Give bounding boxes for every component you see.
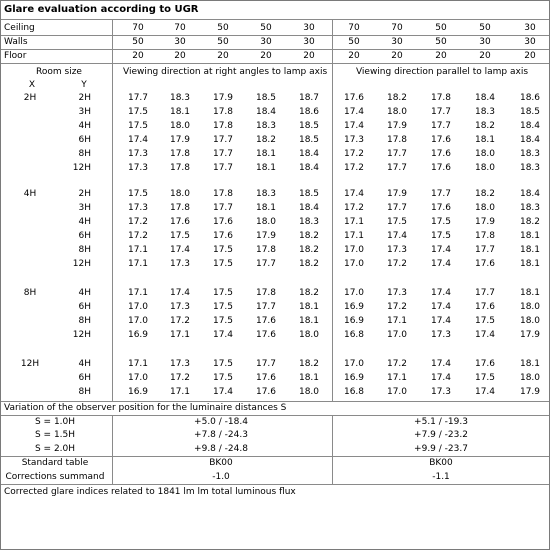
room-y-value: 8H bbox=[78, 149, 91, 159]
room-y-value: 2H bbox=[78, 93, 91, 103]
ugr-value: 18.4 bbox=[474, 93, 496, 103]
header-value: 20 bbox=[260, 51, 272, 61]
ugr-value: 18.3 bbox=[255, 121, 277, 131]
ugr-value: 17.7 bbox=[430, 107, 452, 117]
header-value: 20 bbox=[348, 51, 360, 61]
ugr-value: 18.1 bbox=[519, 231, 541, 241]
ugr-value: 17.4 bbox=[474, 387, 496, 397]
ugr-value: 17.9 bbox=[212, 93, 234, 103]
ugr-value: 18.3 bbox=[474, 107, 496, 117]
variation-value: +7.8 / -24.3 bbox=[194, 430, 248, 440]
header-value: 30 bbox=[303, 37, 315, 47]
room-size-label: Room size bbox=[36, 67, 82, 77]
room-y-value: 6H bbox=[78, 302, 91, 312]
ugr-value: 17.3 bbox=[127, 163, 149, 173]
room-y-value: 12H bbox=[72, 330, 91, 340]
ugr-value: 18.2 bbox=[474, 121, 496, 131]
ugr-value: 18.5 bbox=[255, 93, 277, 103]
ugr-value: 17.9 bbox=[255, 231, 277, 241]
header-value: 50 bbox=[217, 23, 229, 33]
ugr-value: 17.8 bbox=[169, 203, 191, 213]
ugr-value: 18.0 bbox=[474, 203, 496, 213]
ugr-value: 17.4 bbox=[212, 387, 234, 397]
header-value: 30 bbox=[391, 37, 403, 47]
header-value: 20 bbox=[303, 51, 315, 61]
ugr-value: 17.2 bbox=[343, 163, 365, 173]
ugr-value: 17.6 bbox=[343, 93, 365, 103]
ugr-value: 17.9 bbox=[519, 387, 541, 397]
room-x-value: 4H bbox=[23, 189, 37, 199]
ugr-value: 18.2 bbox=[298, 245, 320, 255]
ugr-value: 17.6 bbox=[474, 359, 496, 369]
room-x-value: 8H bbox=[23, 288, 37, 298]
ugr-value: 17.3 bbox=[169, 259, 191, 269]
ugr-value: 17.8 bbox=[255, 245, 277, 255]
ugr-value: 18.5 bbox=[519, 107, 541, 117]
ugr-value: 17.6 bbox=[474, 259, 496, 269]
ugr-value: 17.5 bbox=[430, 231, 452, 241]
variation-value: +5.1 / -19.3 bbox=[414, 417, 468, 427]
header-row-divider bbox=[1, 63, 549, 64]
footer-note: Corrected glare indices related to 1841 lm lm total luminous flux bbox=[4, 487, 296, 497]
standard-table-value: BK00 bbox=[429, 458, 453, 468]
ugr-value: 17.4 bbox=[430, 373, 452, 383]
ugr-value: 18.4 bbox=[298, 149, 320, 159]
ugr-value: 17.4 bbox=[169, 245, 191, 255]
ugr-value: 17.4 bbox=[430, 259, 452, 269]
header-row-label: Ceiling bbox=[4, 23, 35, 33]
ugr-value: 17.4 bbox=[474, 330, 496, 340]
room-y-value: 4H bbox=[78, 217, 91, 227]
ugr-value: 18.1 bbox=[255, 163, 277, 173]
ugr-value: 18.0 bbox=[169, 121, 191, 131]
ugr-value: 17.2 bbox=[386, 302, 408, 312]
ugr-value: 18.1 bbox=[519, 288, 541, 298]
distance-label: S = 2.0H bbox=[34, 444, 76, 454]
ugr-value: 17.5 bbox=[212, 245, 234, 255]
room-y-value: 12H bbox=[72, 259, 91, 269]
data-col-divider bbox=[332, 63, 333, 401]
ugr-value: 18.0 bbox=[386, 107, 408, 117]
ugr-value: 16.8 bbox=[343, 330, 365, 340]
ugr-value: 17.1 bbox=[127, 259, 149, 269]
ugr-value: 18.0 bbox=[474, 149, 496, 159]
room-y-value: 12H bbox=[72, 163, 91, 173]
ugr-value: 17.6 bbox=[212, 217, 234, 227]
ugr-value: 17.5 bbox=[212, 359, 234, 369]
ugr-value: 18.3 bbox=[519, 163, 541, 173]
ugr-value: 18.1 bbox=[298, 373, 320, 383]
ugr-value: 17.7 bbox=[212, 149, 234, 159]
ugr-value: 17.0 bbox=[343, 359, 365, 369]
ugr-value: 17.9 bbox=[519, 330, 541, 340]
ugr-value: 17.0 bbox=[127, 316, 149, 326]
ugr-value: 18.4 bbox=[298, 203, 320, 213]
ugr-value: 18.4 bbox=[255, 107, 277, 117]
variation-value: +9.8 / -24.8 bbox=[194, 444, 248, 454]
ugr-value: 17.2 bbox=[127, 231, 149, 241]
standard-table-value: BK00 bbox=[209, 458, 233, 468]
ugr-value: 18.0 bbox=[169, 189, 191, 199]
ugr-value: 18.1 bbox=[255, 149, 277, 159]
ugr-value: 17.1 bbox=[169, 387, 191, 397]
page-title: Glare evaluation according to UGR bbox=[4, 4, 199, 15]
ugr-value: 17.3 bbox=[127, 203, 149, 213]
ugr-value: 17.5 bbox=[474, 373, 496, 383]
ugr-value: 18.4 bbox=[519, 135, 541, 145]
header-value: 20 bbox=[524, 51, 536, 61]
ugr-value: 17.4 bbox=[430, 302, 452, 312]
ugr-value: 18.3 bbox=[255, 189, 277, 199]
header-value: 30 bbox=[524, 23, 536, 33]
ugr-value: 17.7 bbox=[212, 203, 234, 213]
ugr-value: 18.3 bbox=[298, 217, 320, 227]
ugr-value: 17.6 bbox=[169, 217, 191, 227]
room-y-value: 3H bbox=[78, 203, 91, 213]
ugr-value: 18.1 bbox=[519, 259, 541, 269]
ugr-value: 17.4 bbox=[169, 288, 191, 298]
ugr-value: 17.2 bbox=[343, 149, 365, 159]
room-y-value: 2H bbox=[78, 189, 91, 199]
ugr-value: 17.5 bbox=[127, 189, 149, 199]
room-y-value: 3H bbox=[78, 107, 91, 117]
header-value: 70 bbox=[348, 23, 360, 33]
header-value: 20 bbox=[174, 51, 186, 61]
title-divider bbox=[1, 19, 549, 20]
ugr-value: 17.6 bbox=[430, 149, 452, 159]
ugr-value: 18.0 bbox=[298, 387, 320, 397]
ugr-value: 17.2 bbox=[127, 217, 149, 227]
ugr-value: 17.8 bbox=[212, 189, 234, 199]
ugr-value: 17.4 bbox=[430, 316, 452, 326]
ugr-value: 18.5 bbox=[298, 121, 320, 131]
variation-value: +5.0 / -18.4 bbox=[194, 417, 248, 427]
variation-label: Variation of the observer position for the luminaire distances S bbox=[4, 403, 287, 413]
room-y-value: 6H bbox=[78, 373, 91, 383]
header-value: 20 bbox=[435, 51, 447, 61]
ugr-value: 17.8 bbox=[212, 121, 234, 131]
distance-label: S = 1.0H bbox=[34, 417, 76, 427]
ugr-value: 17.9 bbox=[169, 135, 191, 145]
corrections-value: -1.0 bbox=[212, 472, 230, 482]
header-value: 30 bbox=[303, 23, 315, 33]
variation-value: +7.9 / -23.2 bbox=[414, 430, 468, 440]
header-value: 30 bbox=[260, 37, 272, 47]
ugr-value: 17.3 bbox=[169, 359, 191, 369]
distance-label: S = 1.5H bbox=[34, 430, 76, 440]
ugr-value: 18.5 bbox=[298, 189, 320, 199]
ugr-value: 17.4 bbox=[386, 231, 408, 241]
header-value: 30 bbox=[479, 37, 491, 47]
ugr-value: 17.6 bbox=[430, 163, 452, 173]
room-y-value: 6H bbox=[78, 231, 91, 241]
header-value: 50 bbox=[479, 23, 491, 33]
header-col-divider bbox=[112, 19, 113, 63]
ugr-value: 18.0 bbox=[519, 373, 541, 383]
ugr-value: 17.7 bbox=[386, 163, 408, 173]
room-x-value: 12H bbox=[20, 359, 40, 369]
room-y-value: 4H bbox=[78, 121, 91, 131]
header-value: 70 bbox=[391, 23, 403, 33]
summary-col-divider bbox=[332, 415, 333, 484]
ugr-value: 17.7 bbox=[386, 149, 408, 159]
ugr-value: 17.3 bbox=[386, 245, 408, 255]
ugr-value: 17.8 bbox=[169, 163, 191, 173]
ugr-value: 17.1 bbox=[127, 245, 149, 255]
ugr-value: 18.1 bbox=[255, 203, 277, 213]
ugr-value: 17.3 bbox=[343, 135, 365, 145]
ugr-value: 17.5 bbox=[430, 217, 452, 227]
ugr-value: 17.5 bbox=[169, 231, 191, 241]
ugr-value: 17.8 bbox=[430, 93, 452, 103]
ugr-value: 18.4 bbox=[519, 121, 541, 131]
variation-value: +9.9 / -23.7 bbox=[414, 444, 468, 454]
ugr-value: 17.6 bbox=[255, 330, 277, 340]
ugr-value: 17.7 bbox=[474, 288, 496, 298]
ugr-value: 17.1 bbox=[127, 359, 149, 369]
header-value: 20 bbox=[479, 51, 491, 61]
ugr-value: 17.0 bbox=[343, 245, 365, 255]
header-value: 20 bbox=[217, 51, 229, 61]
ugr-value: 17.3 bbox=[386, 288, 408, 298]
ugr-value: 17.9 bbox=[386, 121, 408, 131]
ugr-value: 17.0 bbox=[386, 330, 408, 340]
ugr-value: 17.8 bbox=[474, 231, 496, 241]
ugr-value: 17.6 bbox=[430, 203, 452, 213]
ugr-value: 17.5 bbox=[212, 302, 234, 312]
ugr-value: 17.4 bbox=[430, 359, 452, 369]
ugr-value: 16.9 bbox=[343, 373, 365, 383]
ugr-value: 17.6 bbox=[474, 302, 496, 312]
ugr-value: 17.1 bbox=[343, 217, 365, 227]
ugr-value: 18.2 bbox=[386, 93, 408, 103]
ugr-value: 18.0 bbox=[474, 163, 496, 173]
ugr-value: 17.1 bbox=[343, 231, 365, 241]
header-value: 30 bbox=[174, 37, 186, 47]
room-y-value: 8H bbox=[78, 245, 91, 255]
ugr-value: 18.7 bbox=[298, 93, 320, 103]
corrections-value: -1.1 bbox=[432, 472, 450, 482]
ugr-value: 17.7 bbox=[430, 189, 452, 199]
ugr-value: 17.5 bbox=[386, 217, 408, 227]
ugr-value: 17.5 bbox=[212, 288, 234, 298]
ugr-value: 17.3 bbox=[430, 330, 452, 340]
ugr-value: 17.4 bbox=[343, 107, 365, 117]
ugr-value: 18.1 bbox=[519, 359, 541, 369]
ugr-value: 17.2 bbox=[386, 359, 408, 369]
ugr-value: 17.7 bbox=[212, 163, 234, 173]
ugr-value: 18.2 bbox=[298, 231, 320, 241]
room-y-value: 8H bbox=[78, 316, 91, 326]
ugr-value: 17.6 bbox=[255, 373, 277, 383]
ugr-value: 17.2 bbox=[386, 259, 408, 269]
ugr-value: 17.0 bbox=[127, 302, 149, 312]
header-value: 50 bbox=[217, 37, 229, 47]
header-value: 50 bbox=[435, 37, 447, 47]
corrections-label: Corrections summand bbox=[5, 472, 105, 482]
ugr-value: 18.1 bbox=[298, 316, 320, 326]
ugr-value: 17.8 bbox=[255, 288, 277, 298]
ugr-value: 18.0 bbox=[255, 217, 277, 227]
ugr-value: 16.9 bbox=[343, 302, 365, 312]
ugr-value: 18.5 bbox=[298, 135, 320, 145]
standard-table-label: Standard table bbox=[21, 458, 89, 468]
ugr-value: 17.4 bbox=[212, 330, 234, 340]
header-row-label: Walls bbox=[4, 37, 28, 47]
ugr-value: 17.4 bbox=[430, 245, 452, 255]
header-row-label: Floor bbox=[4, 51, 27, 61]
ugr-value: 18.1 bbox=[169, 107, 191, 117]
ugr-value: 18.1 bbox=[519, 245, 541, 255]
ugr-value: 18.0 bbox=[298, 330, 320, 340]
ugr-value: 18.4 bbox=[298, 163, 320, 173]
ugr-value: 17.5 bbox=[474, 316, 496, 326]
ugr-value: 17.1 bbox=[169, 330, 191, 340]
room-y-value: 4H bbox=[78, 288, 91, 298]
ugr-value: 17.5 bbox=[127, 121, 149, 131]
ugr-value: 17.6 bbox=[255, 316, 277, 326]
right-angles-label: Viewing direction at right angles to lamp axis bbox=[123, 67, 328, 77]
ugr-value: 17.6 bbox=[212, 231, 234, 241]
ugr-value: 17.4 bbox=[430, 288, 452, 298]
ugr-value: 17.4 bbox=[343, 121, 365, 131]
ugr-value: 17.0 bbox=[343, 288, 365, 298]
ugr-value: 17.0 bbox=[386, 387, 408, 397]
ugr-value: 17.5 bbox=[212, 259, 234, 269]
summary-col-divider bbox=[112, 415, 113, 484]
ugr-value: 18.2 bbox=[298, 259, 320, 269]
y-label: Y bbox=[81, 80, 87, 90]
room-y-value: 8H bbox=[78, 387, 91, 397]
ugr-value: 18.0 bbox=[519, 302, 541, 312]
ugr-value: 18.1 bbox=[474, 135, 496, 145]
ugr-value: 16.9 bbox=[343, 316, 365, 326]
ugr-value: 17.5 bbox=[212, 373, 234, 383]
ugr-value: 16.9 bbox=[127, 330, 149, 340]
parallel-label: Viewing direction parallel to lamp axis bbox=[355, 67, 529, 77]
ugr-value: 17.1 bbox=[127, 288, 149, 298]
ugr-value: 18.3 bbox=[519, 203, 541, 213]
ugr-value: 18.6 bbox=[519, 93, 541, 103]
ugr-value: 17.8 bbox=[169, 149, 191, 159]
header-value: 50 bbox=[132, 37, 144, 47]
ugr-value: 17.7 bbox=[430, 121, 452, 131]
ugr-value: 17.1 bbox=[386, 316, 408, 326]
room-x-value: 2H bbox=[23, 93, 37, 103]
header-value: 30 bbox=[524, 37, 536, 47]
header-value: 70 bbox=[174, 23, 186, 33]
ugr-value: 18.1 bbox=[298, 302, 320, 312]
ugr-value: 16.8 bbox=[343, 387, 365, 397]
ugr-value: 18.4 bbox=[519, 189, 541, 199]
ugr-value: 17.3 bbox=[169, 302, 191, 312]
header-value: 50 bbox=[348, 37, 360, 47]
ugr-value: 17.7 bbox=[386, 203, 408, 213]
ugr-value: 17.5 bbox=[212, 316, 234, 326]
footer-divider bbox=[1, 484, 549, 485]
header-value: 20 bbox=[132, 51, 144, 61]
ugr-value: 17.9 bbox=[386, 189, 408, 199]
header-value: 50 bbox=[435, 23, 447, 33]
ugr-value: 17.8 bbox=[386, 135, 408, 145]
ugr-value: 17.4 bbox=[343, 189, 365, 199]
ugr-value: 17.0 bbox=[343, 259, 365, 269]
ugr-value: 18.2 bbox=[519, 217, 541, 227]
ugr-value: 18.2 bbox=[298, 359, 320, 369]
ugr-value: 18.3 bbox=[169, 93, 191, 103]
ugr-value: 17.2 bbox=[169, 373, 191, 383]
header-value: 50 bbox=[260, 23, 272, 33]
ugr-value: 18.2 bbox=[255, 135, 277, 145]
ugr-value: 18.2 bbox=[474, 189, 496, 199]
ugr-value: 17.3 bbox=[127, 149, 149, 159]
ugr-value: 17.6 bbox=[255, 387, 277, 397]
ugr-value: 17.7 bbox=[255, 359, 277, 369]
ugr-value: 17.6 bbox=[430, 135, 452, 145]
ugr-value: 17.0 bbox=[127, 373, 149, 383]
ugr-value: 17.7 bbox=[255, 259, 277, 269]
ugr-value: 17.3 bbox=[430, 387, 452, 397]
header-value: 20 bbox=[391, 51, 403, 61]
ugr-value: 18.0 bbox=[519, 316, 541, 326]
data-col-divider bbox=[112, 63, 113, 401]
ugr-value: 17.7 bbox=[127, 93, 149, 103]
ugr-value: 17.5 bbox=[127, 107, 149, 117]
header-value: 70 bbox=[132, 23, 144, 33]
room-y-value: 4H bbox=[78, 359, 91, 369]
ugr-value: 18.3 bbox=[519, 149, 541, 159]
ugr-value: 17.2 bbox=[169, 316, 191, 326]
header-col-divider bbox=[332, 19, 333, 63]
ugr-value: 17.4 bbox=[127, 135, 149, 145]
ugr-value: 17.2 bbox=[343, 203, 365, 213]
x-label: X bbox=[28, 80, 36, 90]
ugr-value: 17.7 bbox=[212, 135, 234, 145]
room-y-value: 6H bbox=[78, 135, 91, 145]
ugr-value: 16.9 bbox=[127, 387, 149, 397]
ugr-value: 18.2 bbox=[298, 288, 320, 298]
ugr-value: 17.7 bbox=[255, 302, 277, 312]
ugr-value: 18.6 bbox=[298, 107, 320, 117]
ugr-value: 17.1 bbox=[386, 373, 408, 383]
ugr-value: 17.8 bbox=[212, 107, 234, 117]
ugr-value: 17.9 bbox=[474, 217, 496, 227]
ugr-value: 17.7 bbox=[474, 245, 496, 255]
